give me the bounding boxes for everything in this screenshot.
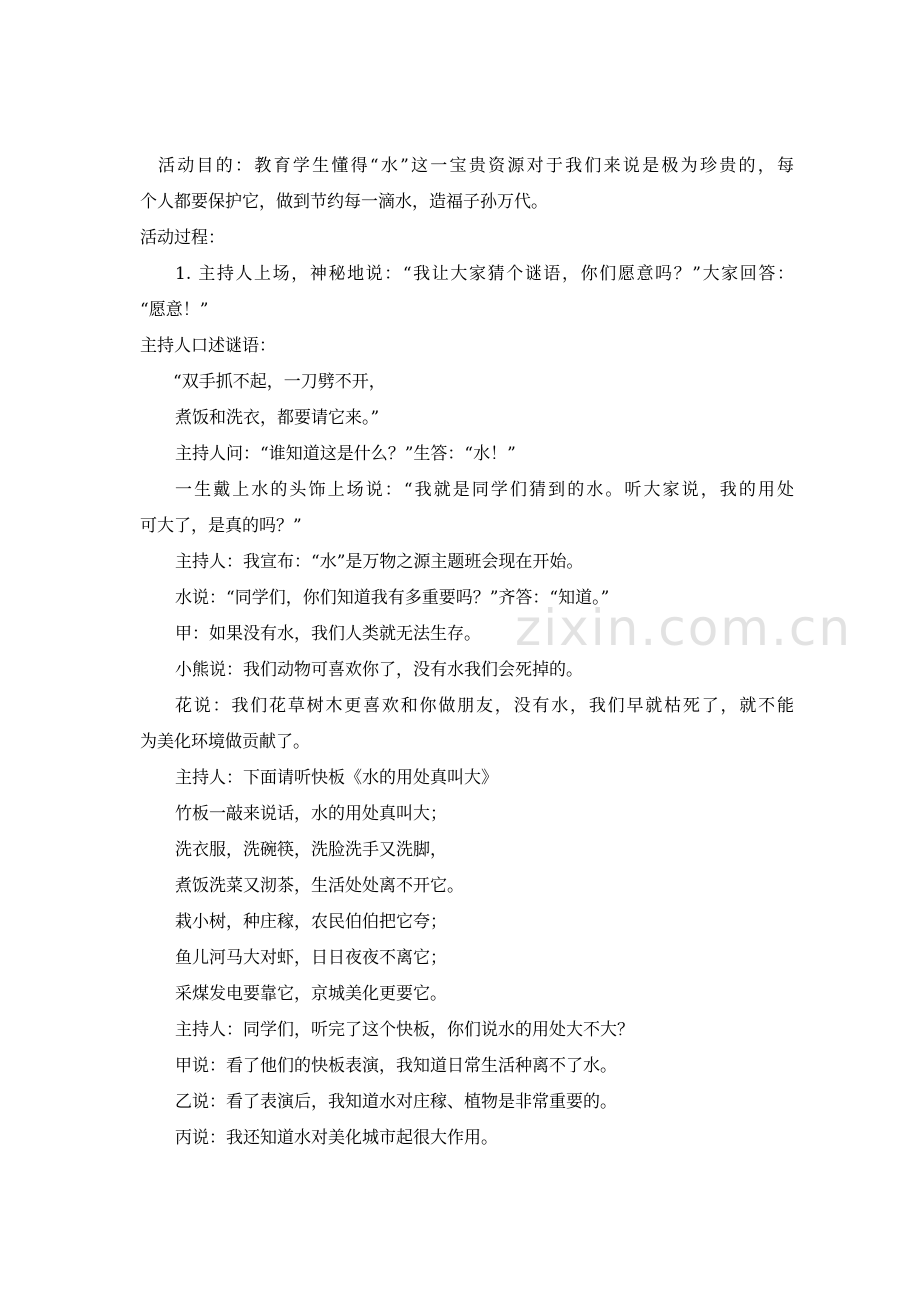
student-b-answer: 乙说：看了表演后，我知道水对庄稼、植物是非常重要的。 xyxy=(175,1092,617,1112)
kuaiban-line-5: 鱼儿河马大对虾，日日夜夜不离它； xyxy=(175,948,447,968)
heading-process: 活动过程： xyxy=(140,228,225,248)
paragraph-purpose-line-2: 个人都要保护它，做到节约每一滴水，造福子孙万代。 xyxy=(140,192,548,212)
flower-speech-line-1: 花说：我们花草树木更喜欢和你做朋友，没有水，我们早就枯死了，就不能 xyxy=(175,696,794,716)
water-entrance-line-1: 一生戴上水的头饰上场说：“我就是同学们猜到的水。听大家说，我的用处 xyxy=(175,480,794,500)
riddle-line-2: 煮饭和洗衣，都要请它来。” xyxy=(175,408,380,428)
host-question: 主持人问：“谁知道这是什么？”生答：“水！” xyxy=(175,444,516,464)
host-question-2: 主持人：同学们，听完了这个快板，你们说水的用处大不大？ xyxy=(175,1020,634,1040)
kuaiban-line-3: 煮饭洗菜又沏茶，生活处处离不开它。 xyxy=(175,876,464,896)
flower-speech-line-2: 为美化环境做贡献了。 xyxy=(140,732,310,752)
step-1-line-1: 1. 主持人上场，神秘地说：“我让大家猜个谜语，你们愿意吗？”大家回答： xyxy=(175,264,794,284)
student-c-answer: 丙说：我还知道水对美化城市起很大作用。 xyxy=(175,1128,498,1148)
student-a-answer: 甲说：看了他们的快板表演，我知道日常生活种离不了水。 xyxy=(175,1056,617,1076)
host-announcement: 主持人：我宣布：“水”是万物之源主题班会现在开始。 xyxy=(175,552,584,572)
water-entrance-line-2: 可大了，是真的吗？” xyxy=(140,516,302,536)
paragraph-purpose-line-1: 活动目的：教育学生懂得“水”这一宝贵资源对于我们来说是极为珍贵的，每 xyxy=(158,156,794,176)
step-1-line-2: “愿意！” xyxy=(140,300,209,320)
kuaiban-line-2: 洗衣服，洗碗筷，洗脸洗手又洗脚， xyxy=(175,840,447,860)
student-a-speech: 甲：如果没有水，我们人类就无法生存。 xyxy=(175,624,481,644)
host-kuaiban-intro: 主持人：下面请听快板《水的用处真叫大》 xyxy=(175,768,498,788)
bear-speech: 小熊说：我们动物可喜欢你了，没有水我们会死掉的。 xyxy=(175,660,583,680)
kuaiban-line-4: 栽小树，种庄稼，农民伯伯把它夸； xyxy=(175,912,447,932)
kuaiban-line-6: 采煤发电要靠它，京城美化更要它。 xyxy=(175,984,447,1004)
riddle-line-1: “双手抓不起，一刀劈不开， xyxy=(173,372,386,392)
water-speech: 水说：“同学们，你们知道我有多重要吗？”齐答：“知道。” xyxy=(175,588,610,608)
watermark: zixin.com.cn xyxy=(515,599,853,657)
document-body xyxy=(140,148,794,1156)
kuaiban-line-1: 竹板一敲来说话，水的用处真叫大； xyxy=(175,804,447,824)
riddle-intro: 主持人口述谜语： xyxy=(140,336,276,356)
